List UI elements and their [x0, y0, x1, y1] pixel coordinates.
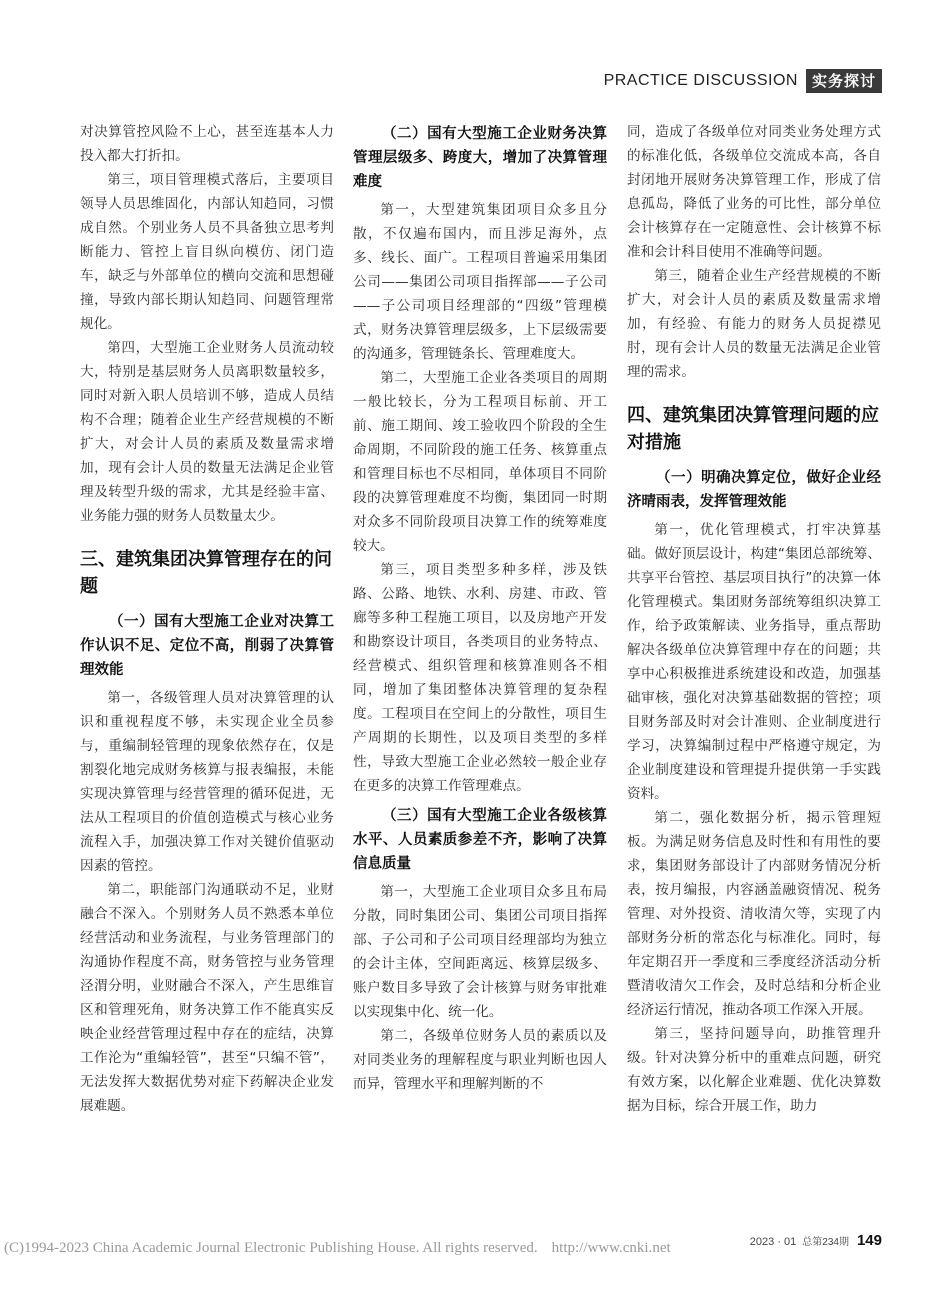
- paragraph: 第二，大型施工企业各类项目的周期一般比较长，分为工程项目标前、开工前、施工期间、竣工验收四个阶段的全生命周期，不同阶段的施工任务、核算重点和管理目标也不尽相同，单体项目不同阶段的决算管理难度不均衡，集团同一时期对众多不同阶段项目决算工作的统筹难度较大。: [353, 370, 607, 554]
- column-left: [80, 120, 334, 1118]
- column-middle: [353, 120, 607, 1096]
- paragraph: 第一，优化管理模式，打牢决算基础。做好顶层设计，构建“集团总部统筹、共享平台管控、基层项目执行”的决算一体化管理模式。集团财务部统筹组织决算工作，给予政策解读、业务指导，重点帮助解决各级单位决算管理中存在的问题；共享中心积极推进系统建设和改造，加强基础审核，强化对决算基础数据的管控；项目财务部及时对会计准则、企业制度进行学习，决算编制过程中严格遵守规定，为企业制度建设和管理提升提供第一手实践资料。: [627, 522, 881, 802]
- paragraph: 对决算管控风险不上心，甚至连基本人力投入都大打折扣。: [80, 124, 334, 164]
- section-title-en: PRACTICE DISCUSSION: [603, 72, 798, 89]
- section-heading: 四、建筑集团决算管理问题的应对措施: [627, 405, 879, 453]
- paragraph: 第一，大型建筑集团项目众多且分散，不仅遍布国内，而且涉足海外，点多、线长、面广。工程项目普遍采用集团公司——集团公司项目指挥部——子公司——子公司项目经理部的“四级”管理模式，财务决算管理层级多，上下层级需要的沟通多，管理链条长、管理难度大。: [353, 202, 607, 362]
- paragraph: 第二，各级单位财务人员的素质以及对同类业务的理解程度与职业判断也因人而异，管理水平和理解判断的不: [353, 1028, 607, 1092]
- subsection-heading: （二）国有大型施工企业财务决算管理层级多、跨度大，增加了决算管理难度: [353, 126, 607, 190]
- page-footer: [750, 1232, 882, 1249]
- section-header: [604, 70, 882, 92]
- paragraph: 第二，强化数据分析，揭示管理短板。为满足财务信息及时性和有用性的要求，集团财务部设计了内部财务情况分析表，按月编报，内容涵盖融资情况、税务管理、对外投资、清收清欠等，实现了内部财务分析的常态化与标准化。同时，每年定期召开一季度和三季度经济活动分析暨清收清欠工作会，及时总结和分析企业经济运行情况，推动各项工作深入开展。: [627, 810, 881, 1018]
- subsection-heading: （一）国有大型施工企业对决算工作认识不足、定位不高，削弱了决算管理效能: [80, 614, 334, 678]
- paragraph: 第三，随着企业生产经营规模的不断扩大，对会计人员的素质及数量需求增加，有经验、有能力的财务人员捉襟见肘，现有会计人员的数量无法满足企业管理的需求。: [627, 268, 881, 380]
- copyright-watermark: [4, 1240, 671, 1257]
- page-number: 149: [856, 1232, 882, 1249]
- subsection-heading: （一）明确决算定位，做好企业经济晴雨表，发挥管理效能: [627, 470, 881, 510]
- column-right: [627, 120, 881, 1118]
- section-heading: 三、建筑集团决算管理存在的问题: [80, 549, 332, 597]
- paragraph: 第三，项目类型多种多样，涉及铁路、公路、地铁、水利、房建、市政、管廊等多种工程施工项目，以及房地产开发和勘察设计项目，各类项目的业务特点、经营模式、组织管理和核算准则各不相同，增加了集团整体决算管理的复杂程度。工程项目在空间上的分散性，项目生产周期的长期性，以及项目类型的多样性，导致大型施工企业必然较一般企业存在更多的决算工作管理难点。: [353, 562, 607, 794]
- paragraph: 第三，项目管理模式落后，主要项目领导人员思维固化，内部认知趋同，习惯成自然。个别业务人员不具备独立思考判断能力、管控上盲目纵向模仿、闭门造车，缺乏与外部单位的横向交流和思想碰撞，导致内部长期认知趋同、问题管理常规化。: [80, 172, 334, 332]
- paragraph: 第一，各级管理人员对决算管理的认识和重视程度不够，未实现企业全员参与，重编制轻管理的现象依然存在，仅是割裂化地完成财务核算与报表编报，未能实现决算管理与经营管理的循环促进，无法从工程项目的价值创造模式与核心业务流程入手，加强决算工作对关键价值驱动因素的管控。: [80, 690, 334, 874]
- subsection-heading: （三）国有大型施工企业各级核算水平、人员素质参差不齐，影响了决算信息质量: [353, 808, 607, 872]
- section-title-cn: 实务探讨: [806, 69, 882, 93]
- total-issue-label: 总第234期: [802, 1237, 849, 1248]
- paragraph: 第一，大型施工企业项目众多且布局分散，同时集团公司、集团公司项目指挥部、子公司和子公司项目经理部均为独立的会计主体，空间距离远、核算层级多、账户数目多导致了会计核算与财务审批难以实现集中化、统一化。: [353, 884, 607, 1020]
- cnki-link[interactable]: http://www.cnki.net: [551, 1240, 671, 1256]
- paragraph: 第三，坚持问题导向，助推管理升级。针对决算分析中的重难点问题，研究有效方案，以化解企业难题、优化决算数据为目标，综合开展工作，助力: [627, 1026, 881, 1114]
- paragraph: 同，造成了各级单位对同类业务处理方式的标准化低，各级单位交流成本高，各自封闭地开展财务决算管理工作，形成了信息孤岛，降低了业务的可比性，部分单位会计核算存在一定随意性、会计核算不标准和会计科目使用不准确等问题。: [627, 124, 881, 260]
- copyright-text: (C)1994-2023 China Academic Journal Electronic Publishing House. All rights reserved.: [4, 1240, 538, 1256]
- issue-label: 2023 · 01: [749, 1236, 797, 1248]
- paragraph: 第二，职能部门沟通联动不足，业财融合不深入。个别财务人员不熟悉本单位经营活动和业务流程，与业务管理部门的沟通协作程度不高，财务管控与业务管理泾渭分明，业财融合不深入，产生思维盲区和管理死角，财务决算工作不能真实反映企业经营管理过程中存在的症结，决算工作沦为“重编轻管”，甚至“只编不管”，无法发挥大数据优势对症下药解决企业发展难题。: [80, 882, 334, 1114]
- paragraph: 第四，大型施工企业财务人员流动较大，特别是基层财务人员离职数量较多，同时对新入职人员培训不够，造成人员结构不合理；随着企业生产经营规模的不断扩大，对会计人员的素质及数量需求增加，现有会计人员的数量无法满足企业管理及转型升级的需求，尤其是经验丰富、业务能力强的财务人员数量太少。: [80, 340, 334, 524]
